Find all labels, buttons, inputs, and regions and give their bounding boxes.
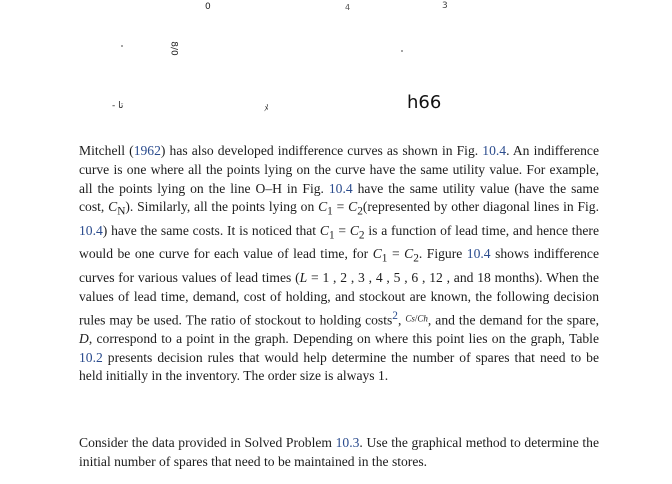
scan-mark-top-left: 0	[205, 2, 211, 12]
scan-mark-top-right: 3	[442, 1, 448, 11]
citation-link[interactable]: 1962	[133, 143, 161, 158]
scan-speck	[121, 45, 123, 47]
scan-mark-top-mid: 4	[345, 3, 351, 12]
figure-link[interactable]: 10.4	[328, 180, 353, 196]
figure-link[interactable]: 10.4	[482, 143, 507, 158]
scan-mark-rotated: 8/0	[168, 41, 179, 56]
footnote-link[interactable]: 2	[392, 309, 398, 322]
page-number: h66	[407, 92, 442, 113]
scan-mark-center: ﾒ	[264, 104, 269, 114]
table-link[interactable]: 10.2	[79, 349, 103, 365]
figure-link[interactable]: 10.4	[466, 246, 491, 262]
problem-link[interactable]: 10.3	[335, 435, 360, 450]
exercise-paragraph: Consider the data provided in Solved Problem 10.3. Use the graphical method to determine the initial number of spares that need to be maintained in the stores.	[79, 435, 600, 469]
body-paragraph: Mitchell (1962) has also developed indifference curves as shown in Fig. 10.4. An indifference curve is one where all the points lying on the curve have the same utility value. For example, all the points lying on the line O–H in Fig. 10.4 have the same utility value (have the same cost, $C_N$). Similarly, all the points lying on $C_1$ = $C_2(represented$ by other diagonal lines in Fig. 10.4) have the same costs. It is noticed that $C_1 = C_2$ is a function of lead time, and hence there would be one curve for each value of lead time, for $C_1 = C_2$. Figure 10.4 shows indifference curves for various values of lead times (L = 1 , 2 , 3 , 4 , 5 , 6 , 12 , and 18 months). When the values of lead time, demand, cost of holding, and stockout are known, the following decision rules may be used. The ratio of stockout to holding costs$^2$, $^{Cs/Ch}$, and the demand for the spare, D, correspond to a point in the graph. Depending on where this point lies on the graph, Table 10.2 presents decision rules that would help determine the number of spares that need to be held initially in the inventory. The order size is always 1.	[79, 143, 600, 384]
scan-speck	[401, 50, 403, 52]
scan-mark-left: - تا	[112, 101, 124, 111]
cost-ratio: Cs/Ch	[405, 313, 428, 324]
figure-link[interactable]: 10.4	[79, 222, 103, 238]
